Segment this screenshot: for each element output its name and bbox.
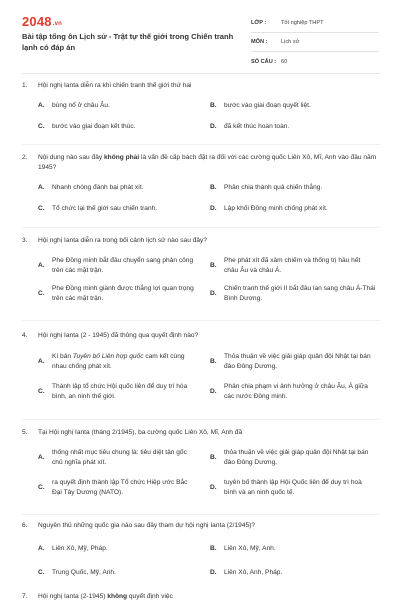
question-6	[22, 521, 380, 578]
question-emphasis: không	[107, 593, 128, 600]
option-c[interactable]	[38, 382, 210, 401]
options	[38, 256, 380, 303]
option-label: B.	[210, 545, 217, 552]
option-label: D.	[210, 387, 217, 395]
option-text: bước vào giai đoạn kết thúc.	[52, 123, 136, 131]
option-label: C.	[38, 387, 45, 395]
option-label: D.	[210, 205, 217, 212]
question-separator	[22, 419, 380, 420]
options	[38, 448, 380, 497]
question-number: 4.	[22, 332, 28, 339]
options	[38, 101, 380, 132]
option-label: D.	[210, 483, 217, 491]
option-text: thống nhất mục tiêu chung là: tiêu diệt tận gốc chủ nghĩa phát xít.	[52, 449, 187, 466]
option-text-italic: Tuyên bố Liên hợp quốc	[72, 353, 144, 360]
question-separator	[22, 320, 380, 321]
question-2	[22, 153, 380, 214]
question-body	[38, 592, 173, 600]
option-label: B.	[210, 357, 217, 365]
meta-row-count	[251, 52, 379, 71]
option-b[interactable]	[210, 352, 382, 371]
option-text: Phân chia phạm vi ảnh hưởng ở châu Âu, Á giữa các nước Đồng minh.	[224, 383, 368, 400]
option-a[interactable]	[38, 352, 210, 371]
option-d[interactable]	[210, 382, 382, 401]
option-label: D.	[210, 289, 217, 297]
question-text	[22, 428, 380, 438]
meta-value: Lịch sử	[281, 39, 300, 45]
option-label: A.	[38, 261, 45, 269]
question-separator	[22, 514, 380, 515]
option-d[interactable]	[210, 568, 382, 578]
question-body: Hội nghị Ianta (2 - 1945) đã thông qua quyết định nào?	[38, 332, 199, 339]
question-body	[38, 153, 380, 173]
site-logo[interactable]	[22, 14, 62, 29]
question-separator	[22, 227, 380, 228]
question-number: 1.	[22, 82, 28, 89]
options	[38, 183, 380, 214]
question-text	[22, 521, 380, 531]
option-text: ra quyết định thành lập Tổ chức Hiệp ước Bắc Đại Tây Dương (NATO).	[52, 479, 188, 496]
question-body: Nguyên thủ những quốc gia nào sau đây tham dự hội nghị Ianta (2/1945)?	[38, 522, 256, 529]
option-text: Liên Xô, Anh, Pháp.	[224, 569, 283, 577]
meta-key: SỐ CÂU :	[251, 58, 277, 65]
option-text: Thỏa thuận về việc giải giáp quân đội Nhật tại bán đảo Đông Dương.	[224, 353, 371, 370]
meta-value: 60	[281, 58, 288, 65]
option-a[interactable]	[38, 101, 210, 111]
option-label: C.	[38, 569, 45, 576]
question-text	[22, 331, 380, 341]
option-label: A.	[38, 545, 45, 552]
question-text	[22, 81, 380, 91]
meta-table	[251, 14, 379, 71]
option-label: B.	[210, 453, 217, 461]
option-label: A.	[38, 453, 45, 461]
option-text	[52, 352, 196, 371]
option-text: bùng nổ ở châu Âu.	[52, 102, 110, 110]
option-a[interactable]	[38, 183, 210, 193]
option-d[interactable]	[210, 204, 382, 214]
option-c[interactable]	[38, 284, 210, 303]
option-text: Liên Xô, Mỹ, Anh.	[224, 545, 276, 553]
option-c[interactable]	[38, 122, 210, 132]
option-text: đã kết thúc hoàn toàn.	[224, 123, 290, 131]
option-text: thỏa thuận về việc giải giáp quân đội Nhật tại bán đảo Đông Dương.	[224, 449, 369, 466]
question-body: Hội nghị Ianta diễn ra khi chiến tranh thế giới thứ hai	[38, 82, 192, 89]
option-c[interactable]	[38, 478, 210, 497]
option-a[interactable]	[38, 256, 210, 275]
option-b[interactable]	[210, 544, 382, 554]
option-b[interactable]	[210, 256, 382, 275]
option-label: B.	[210, 184, 217, 191]
question-text	[22, 592, 380, 600]
option-c[interactable]	[38, 204, 210, 214]
option-label: A.	[38, 184, 45, 191]
options	[38, 544, 380, 578]
option-text: Nhanh chóng đánh bại phát xít.	[52, 184, 144, 192]
option-b[interactable]	[210, 183, 382, 193]
page-title: Bài tập tổng ôn Lịch sử - Trật tự thế giới trong Chiến tranh lạnh có đáp án	[22, 32, 234, 52]
question-number: 2.	[22, 154, 28, 161]
question-text-part: Nội dung nào sau đây	[38, 154, 104, 161]
option-label: C.	[38, 289, 45, 297]
question-text-part: là vấn đề cấp bách đặt ra đối với các cường quốc Liên Xô, Mĩ, Anh vào đầu năm 1945?	[38, 154, 377, 171]
meta-key: MÔN :	[251, 39, 268, 45]
question-text	[22, 236, 380, 246]
page-header	[0, 0, 400, 66]
option-text: Phe Đồng minh giành được thắng lợi quan trọng trên các mặt trận.	[52, 285, 194, 302]
option-text: Phe Đồng minh bắt đầu chuyển sang phản công trên các mặt trận.	[52, 257, 194, 274]
option-text: Liên Xô, Mỹ, Pháp.	[52, 545, 108, 553]
option-text: bước vào giai đoạn quyết liệt.	[224, 102, 311, 110]
option-label: C.	[38, 123, 45, 130]
question-number: 7.	[22, 593, 28, 600]
meta-row-subject	[251, 33, 379, 52]
option-text: Tổ chức lại thế giới sau chiến tranh.	[52, 205, 158, 213]
question-separator	[22, 144, 380, 145]
question-text	[22, 153, 380, 173]
option-b[interactable]	[210, 448, 382, 467]
option-a[interactable]	[38, 448, 210, 467]
option-text: Phe phát xít đã xâm chiếm và thống trị hầu hết châu Âu và châu Á.	[224, 257, 361, 274]
option-label: D.	[210, 569, 217, 576]
option-d[interactable]	[210, 122, 382, 132]
meta-key: LỚP :	[251, 20, 267, 26]
option-label: B.	[210, 102, 217, 109]
option-text: Thành lập tổ chức Hội quốc liên để duy trì hòa bình, an ninh thế giới.	[52, 383, 188, 400]
header-divider	[22, 73, 380, 74]
meta-row-class	[251, 14, 379, 33]
question-3	[22, 236, 380, 303]
option-text: Trung Quốc, Mỹ, Anh.	[52, 569, 116, 577]
option-text-part: cam kết cùng nhau chống phát xít.	[52, 353, 185, 370]
option-text-part: Kí bản	[52, 353, 73, 360]
option-text: Chiến tranh thế giới II bắt đầu lan sang châu Á-Thái Bình Dương.	[224, 285, 376, 302]
question-body: Tại Hội nghị Ianta (tháng 2/1945), ba cường quốc Liên Xô, Mĩ, Anh đã	[38, 429, 243, 436]
question-number: 3.	[22, 237, 28, 244]
question-7	[22, 592, 380, 600]
option-text: Lập khối Đồng minh chống phát xít.	[224, 205, 328, 213]
options	[38, 352, 380, 401]
question-body: Hội nghị Ianta diễn ra trong bối cảnh lịch sử nào sau đây?	[38, 237, 208, 244]
option-d[interactable]	[210, 284, 382, 303]
question-number: 6.	[22, 522, 28, 529]
option-d[interactable]	[210, 478, 382, 497]
question-text-part: Hội nghị Ianta (2-1945)	[38, 593, 108, 600]
logo-suffix: .vn	[52, 21, 63, 27]
option-label: A.	[38, 357, 45, 365]
option-text: tuyên bố thành lập Hội Quốc liên để duy trì hoà bình và an ninh quốc tế.	[224, 479, 362, 496]
meta-value: Tốt nghiệp THPT	[281, 20, 324, 26]
option-text: Phân chia thành quả chiến thắng.	[224, 184, 323, 192]
question-emphasis: không phải	[104, 154, 140, 161]
option-label: C.	[38, 483, 45, 491]
question-number: 5.	[22, 429, 28, 436]
logo-text: 2048	[22, 14, 52, 29]
option-label: B.	[210, 261, 217, 269]
question-text-part: quyết định việc	[127, 593, 173, 600]
option-label: A.	[38, 102, 45, 109]
option-label: C.	[38, 205, 45, 212]
question-4	[22, 331, 380, 401]
option-a[interactable]	[38, 544, 210, 554]
question-1	[22, 81, 380, 132]
option-label: D.	[210, 123, 217, 130]
option-c[interactable]	[38, 568, 210, 578]
question-5	[22, 428, 380, 497]
option-b[interactable]	[210, 101, 382, 111]
